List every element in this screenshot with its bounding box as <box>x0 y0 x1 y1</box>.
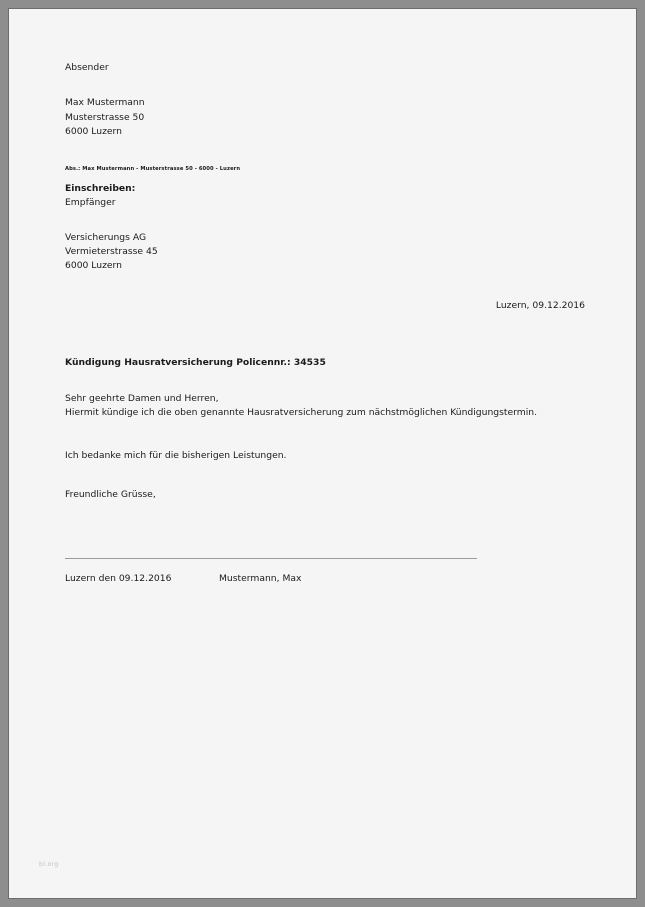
recipient-line-1: Versicherungs AG <box>65 231 147 243</box>
letter-subject: Kündigung Hausratversicherung Policennr.: 34535 <box>65 356 326 368</box>
return-address-line: Abs.: Max Mustermann - Musterstrasse 50 - 6000 - Luzern <box>65 166 241 172</box>
signature-row <box>65 572 585 586</box>
delivery-mode-label: Einschreiben: <box>65 183 136 195</box>
document-page-frame <box>8 8 637 899</box>
signature-name: Mustermann, Max <box>219 572 302 584</box>
signature-place-date: Luzern den 09.12.2016 <box>65 572 172 584</box>
recipient-role-label: Empfänger <box>65 197 116 209</box>
place-and-date: Luzern, 09.12.2016 <box>495 300 585 312</box>
sender-address <box>65 96 585 139</box>
body-line-2: Ich bedanke mich für die bisherigen Leistungen. <box>65 450 287 462</box>
letter-body-first <box>65 392 585 421</box>
recipient-address <box>65 231 585 274</box>
letter-content <box>65 61 585 586</box>
signature-rule <box>65 558 477 559</box>
sender-line-2: Musterstrasse 50 <box>65 111 145 123</box>
sender-line-1: Max Mustermann <box>65 97 145 109</box>
salutation: Sehr geehrte Damen und Herren, <box>65 392 219 404</box>
recipient-line-2: Vermieterstrasse 45 <box>65 245 158 257</box>
sender-line-3: 6000 Luzern <box>65 125 122 137</box>
body-line-1: Hiermit kündige ich die oben genannte Hausratversicherung zum nächstmöglichen Kündigungstermin. <box>65 407 538 419</box>
recipient-line-3: 6000 Luzern <box>65 260 122 272</box>
sender-label: Absender <box>65 62 109 73</box>
watermark-text: bl.org <box>39 861 59 868</box>
document-sheet <box>9 9 636 898</box>
closing-line: Freundliche Grüsse, <box>65 488 156 500</box>
